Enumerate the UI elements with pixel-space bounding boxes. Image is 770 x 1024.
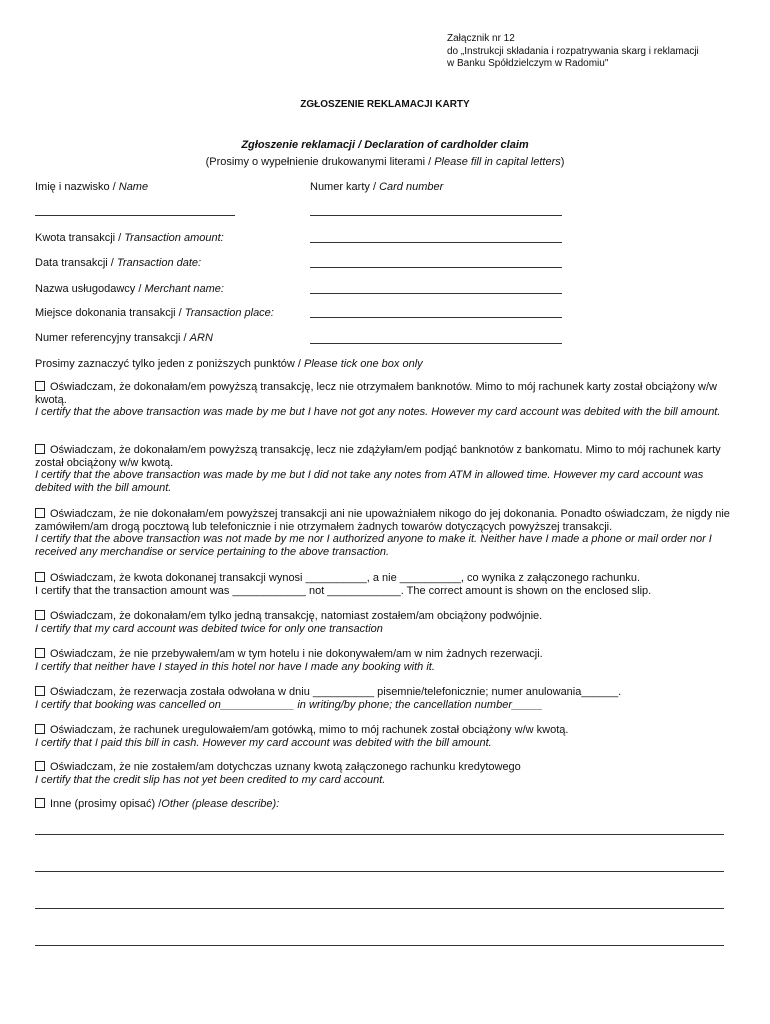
statement-booking-cancelled-pl: Oświadczam, że rezerwacja została odwołana w dniu __________ pisemnie/telefonicznie; numer anulowania______. — [50, 686, 622, 698]
arn-label — [35, 332, 213, 344]
statement-wrong-amount — [35, 572, 735, 597]
statement-credit-slip — [35, 761, 735, 786]
description-line-2[interactable] — [35, 871, 724, 872]
description-line-3[interactable] — [35, 908, 724, 909]
amount-label — [35, 232, 224, 244]
name-label-pl: Imię i nazwisko / — [35, 181, 119, 193]
amount-label-en: Transaction amount: — [124, 232, 224, 244]
checkbox-paid-cash[interactable] — [35, 724, 45, 734]
description-line-1[interactable] — [35, 834, 724, 835]
name-label — [35, 181, 148, 193]
place-label-en: Transaction place: — [184, 307, 274, 319]
checkbox-hotel[interactable] — [35, 648, 45, 658]
place-label — [35, 307, 274, 319]
statement-wrong-amount-pl: Oświadczam, że kwota dokonanej transakcji wynosi __________, a nie __________, co wynika z załączonego rachunku. — [50, 572, 641, 584]
date-label-pl: Data transakcji / — [35, 257, 117, 269]
statement-other-pl: Inne (prosimy opisać) / — [50, 798, 162, 810]
statement-double-charge — [35, 610, 735, 635]
attachment-note — [447, 33, 699, 71]
form-title: ZGŁOSZENIE REKLAMACJI KARTY — [300, 99, 470, 110]
statement-double-charge-en: I certify that my card account was debited twice for only one transaction — [35, 622, 383, 635]
statement-wrong-amount-en: I certify that the transaction amount was ____________ not ____________. The correct amount is shown on the enclosed slip. — [35, 584, 652, 597]
statement-atm-timeout-pl: Oświadczam, że dokonałam/em powyższą transakcję, lecz nie zdążyłam/em podjąć banknotów z bankomatu. Mimo to mój rachunek karty został obciążony w/w kwotą. — [35, 444, 721, 469]
card-number-input-line[interactable] — [310, 215, 562, 216]
statement-booking-cancelled — [35, 686, 735, 711]
place-input-line[interactable] — [310, 317, 562, 318]
statement-double-charge-pl: Oświadczam, że dokonałam/em tylko jedną transakcję, natomiast zostałem/am obciążony podwójnie. — [50, 610, 543, 622]
statement-hotel — [35, 648, 735, 673]
merchant-label-pl: Nazwa usługodawcy / — [35, 283, 145, 295]
checkbox-wrong-amount[interactable] — [35, 572, 45, 582]
checkbox-other[interactable] — [35, 798, 45, 808]
statement-paid-cash-pl: Oświadczam, że rachunek uregulowałem/am gotówką, mimo to mój rachunek został obciążony w/w kwotą. — [50, 724, 569, 736]
statement-no-notes-en: I certify that the above transaction was made by me but I have not got any notes. However my card account was debited with the bill amount. — [35, 406, 721, 418]
form-subtitle: Zgłoszenie reklamacji / Declaration of cardholder claim — [241, 139, 529, 151]
arn-label-pl: Numer referencyjny transakcji / — [35, 332, 190, 344]
tick-instruction — [35, 358, 423, 370]
statement-other — [35, 798, 735, 811]
statement-no-notes-pl: Oświadczam, że dokonałam/em powyższą transakcję, lecz nie otrzymałem banknotów. Mimo to mój rachunek karty został obciążony w/w kwotą. — [35, 381, 717, 406]
merchant-label — [35, 283, 224, 295]
statement-unauthorized-pl: Oświadczam, że nie dokonałam/em powyższej transakcji ani nie upoważniałem nikogo do jej dokonania. Ponadto oświadczam, że nigdy nie zamówiłem/am drogą pocztową lub telefonicznie i nie otrzymałem żadnych towarów dotyczących powyższej transakcji. — [35, 508, 730, 533]
attachment-note-line2: do „Instrukcji składania i rozpatrywania skarg i reklamacji — [447, 45, 699, 57]
date-label — [35, 257, 201, 269]
name-label-en: Name — [118, 181, 149, 193]
merchant-input-line[interactable] — [310, 293, 562, 294]
checkbox-double-charge[interactable] — [35, 610, 45, 620]
statement-unauthorized — [35, 508, 735, 558]
checkbox-atm-timeout[interactable] — [35, 444, 45, 454]
fill-instruction — [0, 156, 770, 168]
amount-input-line[interactable] — [310, 242, 562, 243]
checkbox-credit-slip[interactable] — [35, 761, 45, 771]
statement-hotel-en: I certify that neither have I stayed in this hotel nor have I made any booking with it. — [35, 660, 435, 673]
attachment-note-line3: w Banku Spółdzielczym w Radomiu" — [447, 58, 609, 69]
fill-instruction-end: ) — [560, 156, 565, 168]
card-number-label-en: Card number — [379, 181, 444, 193]
fill-instruction-pl: (Prosimy o wypełnienie drukowanymi literami / — [205, 156, 435, 168]
checkbox-unauthorized[interactable] — [35, 508, 45, 518]
statement-credit-slip-pl: Oświadczam, że nie zostałem/am dotychczas uznany kwotą załączonego rachunku kredytowego — [50, 761, 521, 773]
fill-instruction-en: Please fill in capital letters — [434, 156, 561, 168]
checkbox-booking-cancelled[interactable] — [35, 686, 45, 696]
card-number-label-pl: Numer karty / — [310, 181, 380, 193]
name-input-line[interactable] — [35, 215, 235, 216]
description-line-4[interactable] — [35, 945, 724, 946]
merchant-label-en: Merchant name: — [144, 283, 224, 295]
arn-label-en: ARN — [189, 332, 213, 344]
checkbox-no-notes[interactable] — [35, 381, 45, 391]
statement-atm-timeout — [35, 444, 735, 494]
card-number-label — [310, 181, 443, 193]
statement-unauthorized-en: I certify that the above transaction was not made by me nor I authorized anyone to make it. Neither have I made a phone or mail order nor I received any merchandise or service pertaining to the above transaction. — [35, 533, 712, 558]
statement-credit-slip-en: I certify that the credit slip has not yet been credited to my card account. — [35, 773, 386, 786]
statement-paid-cash-en: I certify that I paid this bill in cash. However my card account was debited with the bill amount. — [35, 736, 492, 749]
place-label-pl: Miejsce dokonania transakcji / — [35, 307, 185, 319]
amount-label-pl: Kwota transakcji / — [35, 232, 125, 244]
attachment-note-line1: Załącznik nr 12 — [447, 33, 515, 44]
date-label-en: Transaction date: — [116, 257, 202, 269]
date-input-line[interactable] — [310, 267, 562, 268]
tick-instruction-pl: Prosimy zaznaczyć tylko jeden z poniższych punktów / — [35, 358, 305, 370]
statement-no-notes — [35, 381, 735, 419]
statement-hotel-pl: Oświadczam, że nie przebywałem/am w tym hotelu i nie dokonywałem/am w nim żadnych rezerwacji. — [50, 648, 543, 660]
tick-instruction-en: Please tick one box only — [304, 358, 423, 370]
statement-booking-cancelled-en: I certify that booking was cancelled on____________ in writing/by phone; the cancellation number_____ — [35, 698, 543, 711]
statement-atm-timeout-en: I certify that the above transaction was made by me but I did not take any notes from ATM in allowed time. However my card account was debited with the bill amount. — [35, 469, 704, 494]
statement-other-en: Other (please describe): — [161, 798, 280, 810]
arn-input-line[interactable] — [310, 343, 562, 344]
statement-paid-cash — [35, 724, 735, 749]
